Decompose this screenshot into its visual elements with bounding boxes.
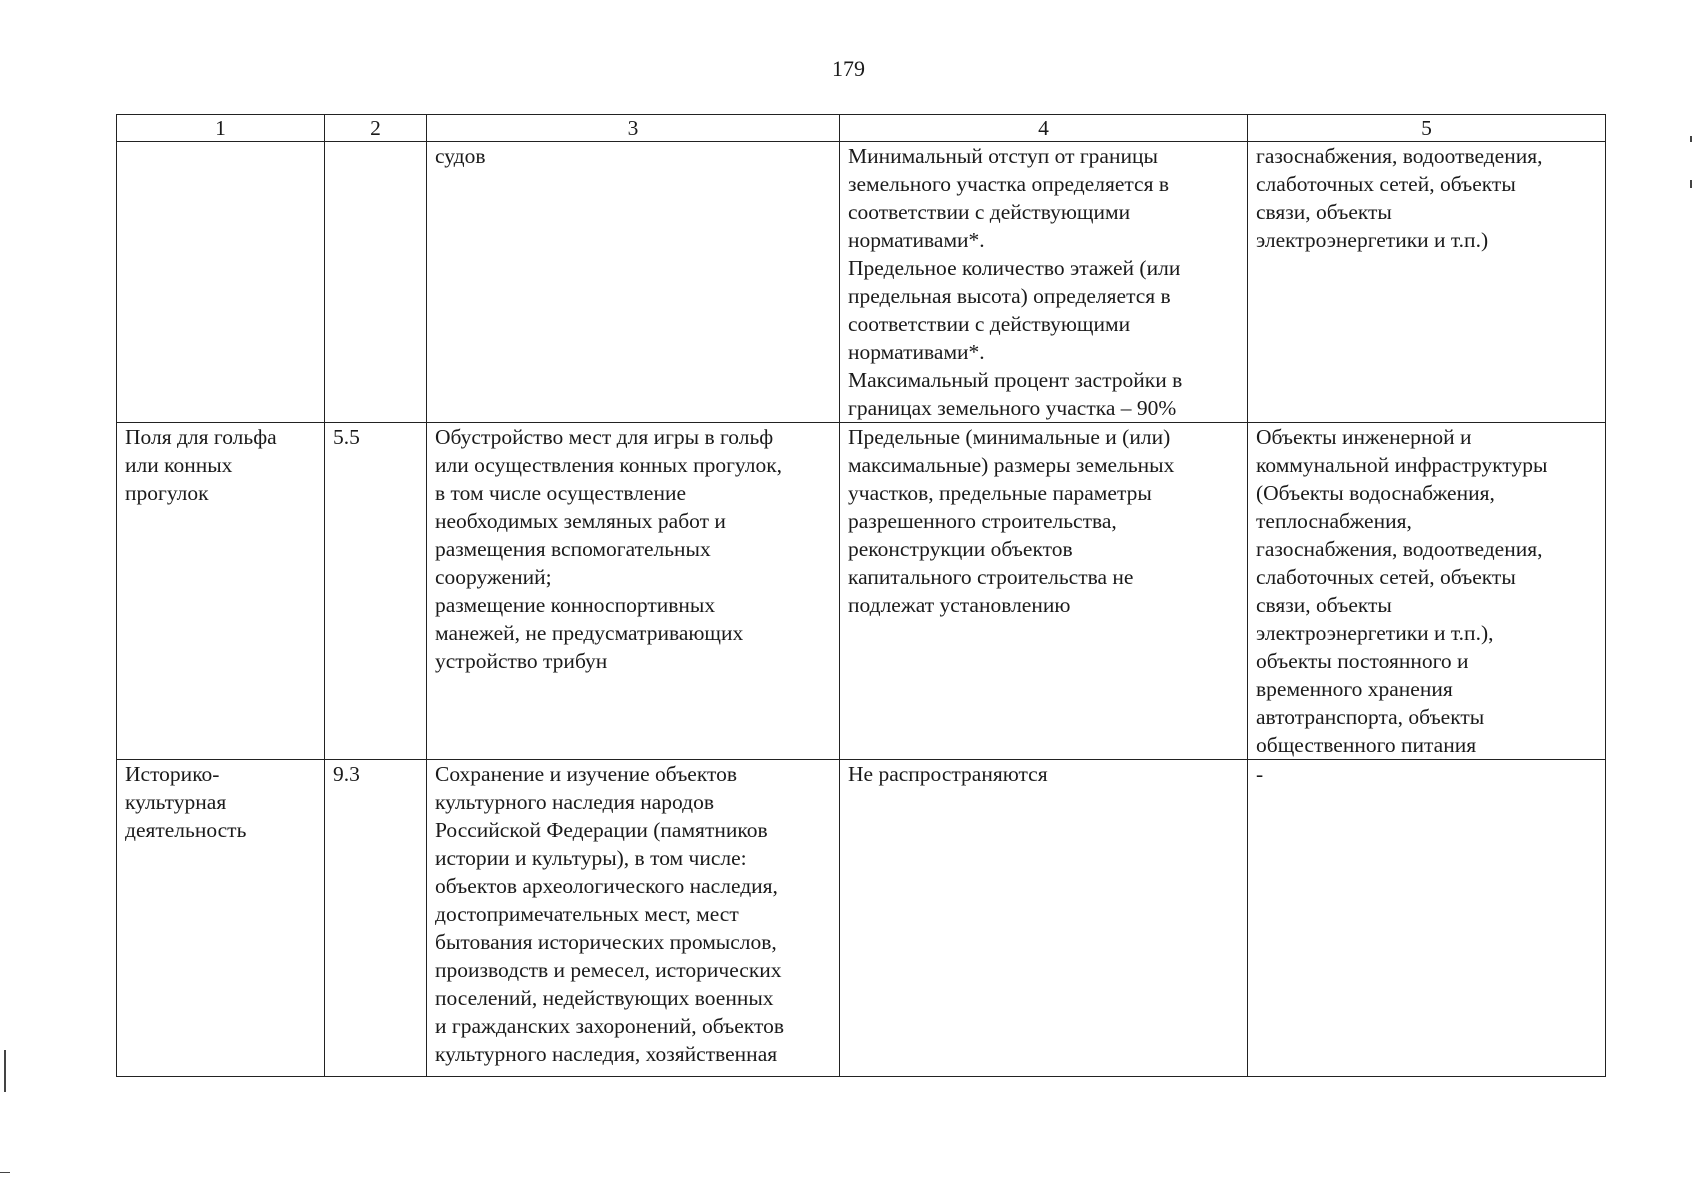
land-use-name-cell [117,142,325,423]
land-use-name-cell [117,423,325,760]
building-parameters: Не распространяются [848,762,1048,786]
page-number: 179 [832,56,865,81]
land-use-description: судов [435,144,486,168]
land-use-description: Обустройство мест для игры в гольф или осуществления конных прогулок, в том числе осуществление необходимых земляных работ и размещения вспомогательных сооружений; размещение конноспортивных манежей, не предусматривающих устройство трибун [435,425,783,673]
building-parameters-cell [840,760,1248,1077]
table-header-row [117,115,1606,142]
land-use-name: Историко- культурная деятельность [125,762,247,842]
land-use-description: Сохранение и изучение объектов культурного наследия народов Российской Федерации (памятников истории и культуры), в том числе: объектов археологического наследия, достопримечательных мест, мест бытования исторических промыслов, производств и ремесел, исторических поселений, недействующих военных и гражданских захоронений, объектов культурного наследия, хозяйственная [435,762,784,1066]
land-use-code-cell [325,760,427,1077]
building-parameters-cell [840,423,1248,760]
land-use-name-cell [117,760,325,1077]
column-header-1: 1 [117,115,325,142]
land-use-code: 5.5 [333,425,360,449]
column-header-5: 5 [1248,115,1606,142]
permitted-objects-cell [1248,142,1606,423]
permitted-objects-cell [1248,423,1606,760]
land-use-code-cell [325,142,427,423]
land-use-name: Поля для гольфа или конных прогулок [125,425,277,505]
building-parameters: Предельные (минимальные и (или) максимальные) размеры земельных участков, предельные параметры разрешенного строительства, реконструкции объектов капитального строительства не подлежат установлению [848,425,1175,617]
land-use-table [116,114,1606,1077]
building-parameters-cell [840,142,1248,423]
permitted-objects: - [1256,762,1264,786]
land-use-description-cell [427,142,840,423]
column-header-2: 2 [325,115,427,142]
land-use-code: 9.3 [333,762,360,786]
permitted-objects: газоснабжения, водоотведения, слаботочных сетей, объекты связи, объекты электроэнергетики и т.п.) [1256,144,1543,252]
permitted-objects-cell [1248,760,1606,1077]
table-row [117,423,1606,760]
land-use-description-cell [427,423,840,760]
land-use-code-cell [325,423,427,760]
scan-mark [0,1172,10,1173]
table-row [117,142,1606,423]
scan-mark [4,1050,6,1092]
building-parameters: Минимальный отступ от границы земельного участка определяется в соответствии с действующими нормативами*. Предельное количество этажей (или предельная высота) определяется в соответствии с действующими нормативами*. Максимальный процент застройки в границах земельного участка – 90% [848,144,1183,420]
scan-mark [1690,136,1692,142]
column-header-4: 4 [840,115,1248,142]
scan-mark [1690,180,1692,188]
land-use-description-cell [427,760,840,1077]
table-row [117,760,1606,1077]
column-header-3: 3 [427,115,840,142]
permitted-objects: Объекты инженерной и коммунальной инфраструктуры (Объекты водоснабжения, теплоснабжения, газоснабжения, водоотведения, слаботочных сетей, объекты связи, объекты электроэнергетики и т.п.), объекты постоянного и временного хранения автотранспорта, объекты общественного питания [1256,425,1548,757]
